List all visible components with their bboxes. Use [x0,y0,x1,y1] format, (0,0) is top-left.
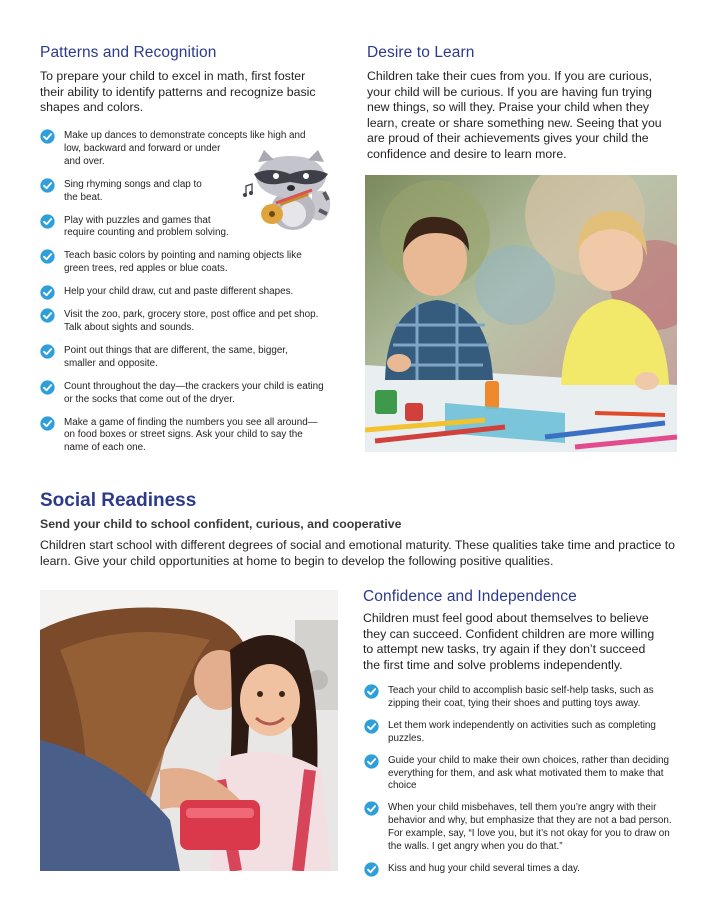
check-circle-icon [40,249,55,264]
mother-daughter-photo [40,590,338,871]
confidence-body: Children must feel good about themselves to believe they can succeed. Confident children are more willing to attempt new tasks, try again if they don’t succeed the first time and solve problems independently. [363,611,655,672]
list-item: Point out things that are different, the same, bigger, smaller and opposite. [40,345,330,371]
check-circle-icon [364,862,379,877]
list-item: Make a game of finding the numbers you see all around—on food boxes or street signs. Ask your child to say the name of each one. [40,417,330,456]
check-circle-icon [40,285,55,300]
list-item: Play with puzzles and games that require counting and problem solving. [40,215,330,241]
check-circle-icon [40,178,55,193]
check-circle-icon [364,684,379,699]
check-circle-icon [40,380,55,395]
confidence-heading: Confidence and Independence [363,588,577,605]
kids-painting-photo [365,175,677,452]
check-circle-icon [40,129,55,144]
list-item: Visit the zoo, park, grocery store, post office and pet shop. Talk about sights and sounds. [40,309,330,335]
patterns-heading: Patterns and Recognition [40,44,217,61]
list-item: When your child misbehaves, tell them you’re angry with their behavior and why, but emphasize that they are not a bad person. For example, say, “I love you, but it’s not okay for you to draw on the walls. I get angry when you do that.” [364,802,680,854]
desire-heading: Desire to Learn [367,44,475,61]
patterns-intro: To prepare your child to excel in math, first foster their ability to identify patterns and recognize basic shapes and colors. [40,69,316,114]
list-item: Let them work independently on activities such as completing puzzles. [364,720,680,746]
check-circle-icon [40,344,55,359]
check-circle-icon [364,801,379,816]
list-item: Teach your child to accomplish basic self-help tasks, such as zipping their coat, tying their shoes and putting toys away. [364,685,680,711]
check-circle-icon [40,308,55,323]
list-item: Make up dances to demonstrate concepts like high and low, backward and forward or under and over. [40,130,330,169]
confidence-list [364,685,680,876]
check-circle-icon [364,754,379,769]
social-body: Children start school with different degrees of social and emotional maturity. These qualities take time and practice to learn. Give your child opportunities at home to begin to develop the following positive qualities. [40,538,675,568]
raccoon-guitar-illustration [240,148,335,236]
check-circle-icon [364,719,379,734]
social-title: Social Readiness [40,490,197,511]
list-item: Count throughout the day—the crackers your child is eating or the socks that come out of the dryer. [40,381,330,407]
list-item: Guide your child to make their own choices, rather than deciding everything for them, and ask what motivated them to make that choice [364,755,680,794]
list-item: Kiss and hug your child several times a day. [364,863,680,876]
desire-body: Children take their cues from you. If you are curious, your child will be curious. If you are having fun trying new things, so will they. Praise your child when they learn, create or share something new. Seeing that you are proud of their achievements gives your child the confidence and desire to learn more. [367,69,662,161]
list-item: Sing rhyming songs and clap to the beat. [40,179,330,205]
check-circle-icon [40,214,55,229]
list-item: Teach basic colors by pointing and naming objects like green trees, red apples or blue coats. [40,250,330,276]
list-item: Help your child draw, cut and paste different shapes. [40,286,330,299]
social-subtitle: Send your child to school confident, curious, and cooperative [40,517,402,531]
check-circle-icon [40,416,55,431]
